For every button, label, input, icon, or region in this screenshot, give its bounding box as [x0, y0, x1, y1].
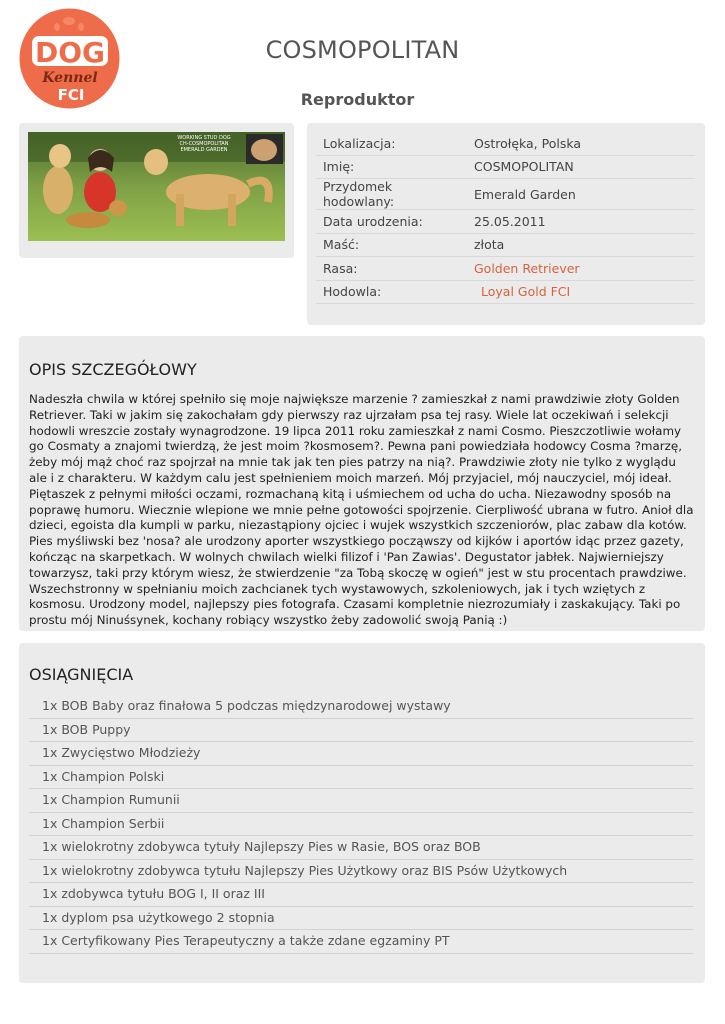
logo-text-kennel: Kennel [42, 70, 98, 86]
achievement-item: 1x Champion Rumunii [29, 789, 694, 813]
info-value-birth-date: 25.05.2011 [467, 210, 695, 234]
info-row [316, 132, 695, 155]
photo-caption-3: EMERALD GARDEN [180, 147, 228, 153]
dog-photo[interactable] [28, 132, 285, 241]
info-value-kennel-name: Emerald Garden [467, 179, 695, 210]
achievement-item: 1x Zwycięstwo Młodzieży [29, 742, 694, 766]
achievement-item: 1x Champion Serbii [29, 813, 694, 837]
info-value-name: COSMOPOLITAN [467, 155, 695, 179]
info-value-location: Ostrołęka, Polska [467, 132, 695, 155]
achievement-item: 1x Certyfikowany Pies Terapeutyczny a także zdane egzaminy PT [29, 930, 694, 954]
achievement-item: 1x zdobywca tytułu BOG I, II oraz III [29, 883, 694, 907]
info-label-breed: Rasa: [316, 257, 467, 281]
logo-text-dog: DOG [34, 36, 106, 69]
page-title: COSMOPOLITAN [265, 36, 460, 64]
achievements-panel [19, 643, 705, 983]
logo-text-fci: FCI [57, 86, 85, 104]
info-label-color: Maść: [316, 233, 467, 257]
info-row [316, 210, 695, 234]
info-label-birth-date: Data urodzenia: [316, 210, 467, 234]
info-label-location: Lokalizacja: [316, 132, 467, 155]
info-label-breeder: Hodowla: [316, 280, 467, 304]
achievement-item: 1x BOB Puppy [29, 719, 694, 743]
info-row [316, 155, 695, 179]
achievement-item: 1x dyplom psa użytkowego 2 stopnia [29, 907, 694, 931]
achievements-heading: OSIĄGNIĘCIA [29, 665, 134, 684]
photo-panel [19, 123, 294, 258]
photo-caption-2: CH-COSMOPOLITAN [179, 141, 229, 147]
info-table [316, 132, 695, 304]
description-panel [19, 336, 705, 631]
achievement-item: 1x wielokrotny zdobywca tytuły Najlepszy Pies w Rasie, BOS oraz BOB [29, 836, 694, 860]
achievement-item: 1x BOB Baby oraz finałowa 5 podczas międzynarodowej wystawy [29, 695, 694, 719]
description-heading: OPIS SZCZEGÓŁOWY [29, 360, 197, 379]
achievement-item: 1x Champion Polski [29, 766, 694, 790]
info-value-color: złota [467, 233, 695, 257]
kennel-logo[interactable] [19, 8, 120, 109]
breeder-link[interactable]: Loyal Gold FCI [481, 284, 571, 300]
info-row [316, 257, 695, 281]
page-subtitle: Reproduktor [300, 90, 415, 109]
breed-link[interactable]: Golden Retriever [474, 260, 580, 276]
description-text: Nadeszła chwila w której spełniło się moje największe marzenie ? zamieszkał z nami prawdziwie złoty Golden Retriever. Taki w jakim się zakochałam gdy pierwszy raz ujrzałam psa tej rasy. Wiele lat oczekiwań i selekcji hodowli wreszcie zostały wynagrodzone. 19 lipca 2011 roku zamieszkał z nami Cosmo. Pieszczotliwie wołamy go Cosmaty a znajomi twierdzą, że jest moim ?kosmosem?. Pewna pani powiedziała hodowcy Cosma ?marzę, żeby mój mąż choć raz spojrzał na mnie tak jak ten pies patrzy na nią?. Prawdziwie złoty nie tylko z wyglądu ale i z charakteru. W każdym calu jest spełnieniem moich marzeń. Mój przyjaciel, mój nauczyciel, mój ideał. Piętaszek z pełnymi miłości oczami, rozmachaną kitą i uśmiechem od ucha do ucha. Niezawodny sposób na poprawę humoru. Wiecznie wlepione we mnie pełne gotowości spojrzenie. Cierpliwość ubrana w futro. Anioł dla dzieci, egoista dla kumpli w parku, niezastąpiony ojciec i wujek wszystkich szczeniorów, plac zabaw dla kotów. Pies myśliwski bez 'nosa? ale urodzony aporter wszystkiego począwszy od kijków i aportów idąc przez gazety, kończąc na skarpetkach. W wolnych chwilach wielki filizof i 'Pan Zawias'. Degustator jabłek. Najwierniejszy towarzysz, taki przy którym wiesz, że stwierdzenie "za Tobą skoczę w ogień" jest w stu procentach prawdziwe. Wszechstronny w spełnianiu moich zachcianek tych wystawowych, szkoleniowych, jak i tych wziętych z kosmosu. Urodzony model, najlepszy pies fotografa. Czasami kompletnie niezrozumiały i zaskakujący. Taki po prostu mój Ninuśsynek, kochany robiący wszystko żeby zadowolić swoją Panią :) [29, 392, 694, 628]
info-row [316, 280, 695, 304]
photo-caption-1: WORKING STUD DOG [177, 135, 231, 141]
info-label-name: Imię: [316, 155, 467, 179]
info-row [316, 233, 695, 257]
achievements-list [29, 695, 694, 954]
achievement-item: 1x wielokrotny zdobywca tytułu Najlepszy Pies Użytkowy oraz BIS Psów Użytkowych [29, 860, 694, 884]
info-panel [307, 123, 705, 325]
info-label-kennel-name: Przydomek hodowlany: [316, 179, 467, 210]
info-row [316, 179, 695, 210]
